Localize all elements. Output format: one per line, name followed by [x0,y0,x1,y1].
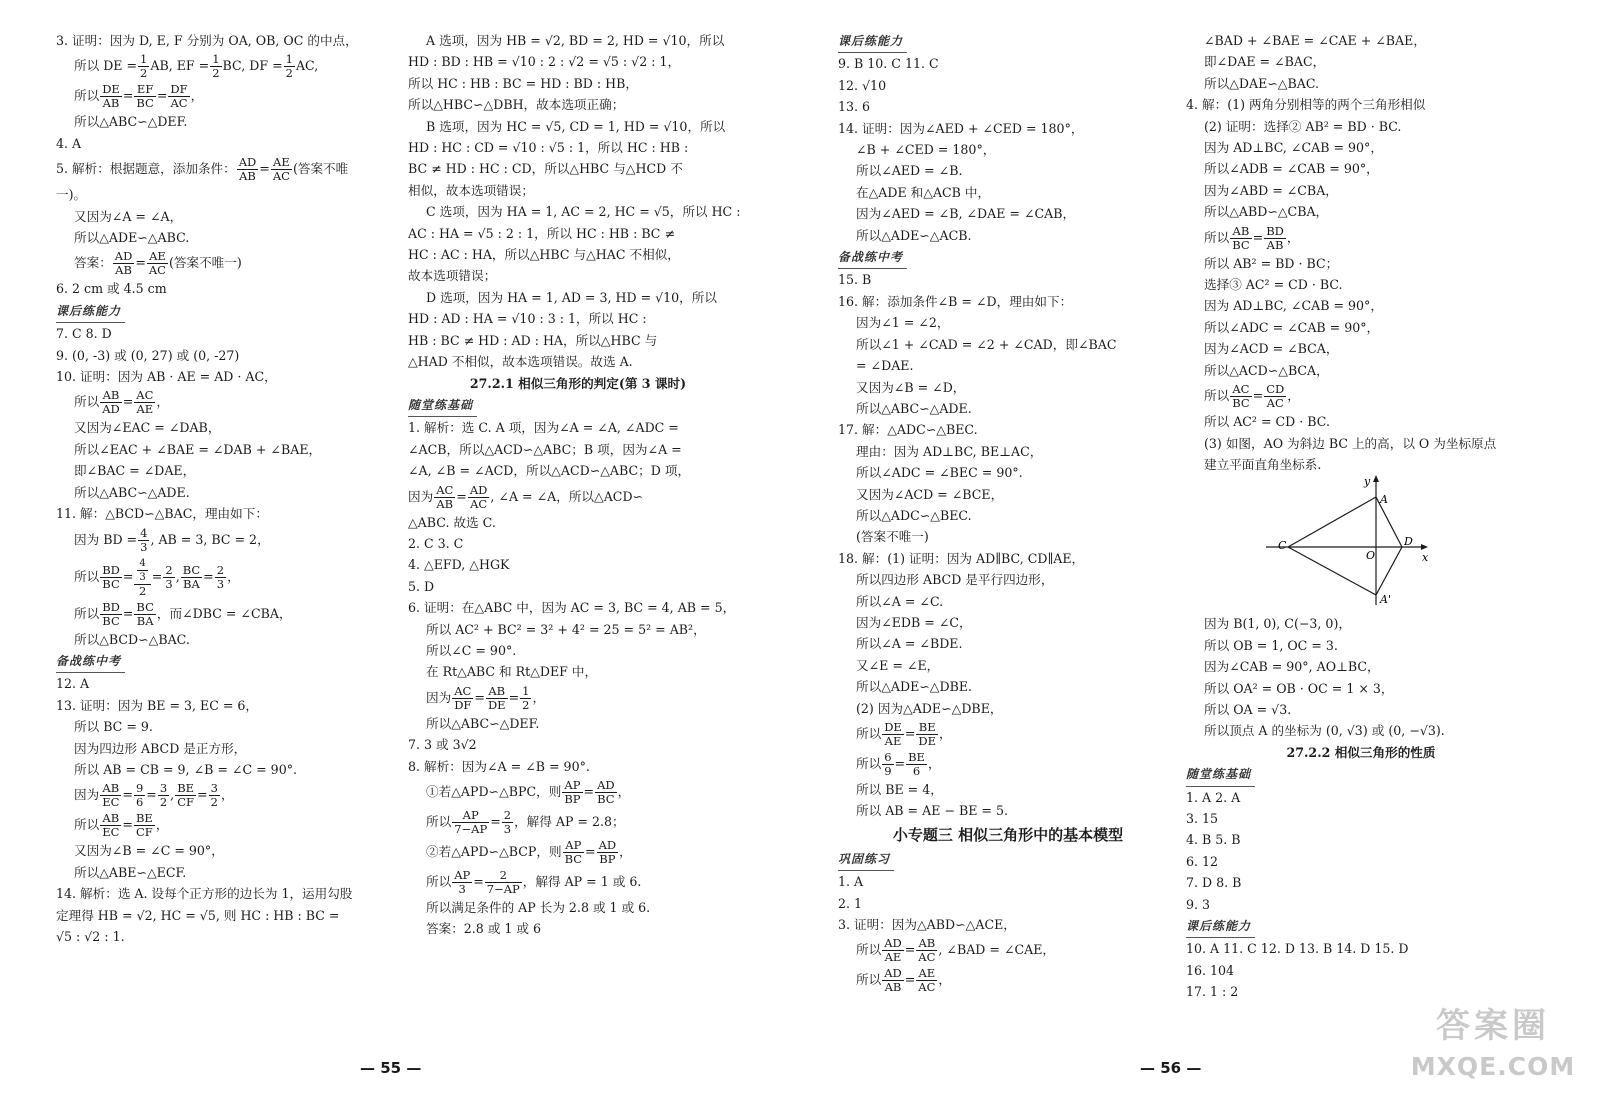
text-line: A 选项，因为 HB = √2, BD = 2, HD = √10，所以 [426,33,725,48]
text-line: 3. 证明：因为 D, E, F 分别为 OA, OB, OC 的中点， [56,33,358,48]
text-line: 所以△ABC∽△ADE. [74,484,190,500]
text-line: 因为 AD⊥BC, ∠CAB = 90°， [1204,298,1383,314]
text-line: 所以 BC = 9. [74,719,153,735]
text-line: 所以△ADC∽△BEC. [856,507,972,523]
text-line: 所以 AB = CB = 9, ∠B = ∠C = 90°. [74,761,298,777]
page-number-right: — 56 — [1140,1059,1202,1077]
watermark-text: 答案圈 [1436,1006,1550,1046]
column-1 [56,30,396,947]
text-line: AC : HA = √5 : 2 : 1，所以 HC : HB : BC ≠ [408,225,675,241]
label-y: y [1364,475,1371,489]
section-header: 课后练能力 [56,300,396,323]
text-line: 所以 $\frac{AP}{7-AP}$ = $\frac{2}{3}$ ，解得 AP = 2.8； [426,808,625,836]
text-line: 所以 $\frac{6}{9}$ = $\frac{BE}{6}$ ， [856,750,941,778]
text-line: 8. 解析：因为∠A = ∠B = 90°. [408,758,590,774]
text-line: 1. A [838,874,864,890]
text-line: 所以 $\frac{BD}{BC}$ = $\frac{BC}{BA}$ ，而∠DBC = ∠CBA， [74,599,292,628]
text-line: 所以△DAE∽△BAC. [1204,75,1320,91]
text-line: ∠A, ∠B = ∠ACD，所以△ACD∽△ABC；D 项， [408,463,691,479]
text-line: 4. B 5. B [1186,832,1241,848]
text-line: 因为∠ACD = ∠BCA， [1204,341,1339,357]
text-line: (2) 因为△ADE∽△DBE， [856,700,1003,716]
text-line: 所以顶点 A 的坐标为 (0, √3) 或 (0, −√3). [1204,723,1445,739]
text-line: 11. 解：△BCD∽△BAC，理由如下： [56,506,268,522]
text-line: 所以△ABC∽△DEF. [74,114,188,130]
text-line: 又因为∠EAC = ∠DAB， [74,420,221,436]
text-line: 3. 证明：因为△ABD∽△ACE， [838,917,1016,933]
section-header: 备战练中考 [838,246,1178,269]
text-line: 所以△HBC∽△DBH，故本选项正确； [408,97,625,113]
text-line: 10. 证明：因为 AB · AE = AD · AC， [56,369,277,385]
text-line: 因为四边形 ABCD 是正方形， [74,740,247,756]
text-line: 定理得 HB = √2, HC = √5, 则 HC : HB : BC = [56,907,340,923]
text-line: △ABC. 故选 C. [408,514,496,530]
text-line: 5. 解析：根据题意，添加条件： $\frac{AD}{AB}$ = $\frac{AE}{AC}$ (答案不唯 [56,155,349,184]
text-line: 所以四边形 ABCD 是平行四边形， [856,572,1054,588]
text-line: BC ≠ HD : HC : CD，所以△HBC 与△HCD 不 [408,161,683,177]
text-line: 所以 OA² = OB · OC = 1 × 3， [1204,680,1394,696]
text-line: 18. 解：(1) 证明：因为 AD∥BC, CD∥AE， [838,550,1085,566]
text-line: ∠ACB，所以△ACD∽△ABC；B 项，因为∠A = [408,441,682,457]
text-line: HB : BC ≠ HD : AD : HA，所以△HBC 与 [408,332,658,348]
text-line: 又因为∠A = ∠A， [74,208,183,224]
text-line: C 选项，因为 HA = 1, AC = 2, HC = √5，所以 HC : [426,204,741,220]
text-line: 所以 $\frac{AD}{AE}$ = $\frac{AB}{AC}$ , ∠BAD = ∠CAE， [856,936,1056,965]
section-title: 27.2.2 相似三角形的性质 [1286,744,1436,760]
text-line: 所以满足条件的 AP 长为 2.8 或 1 或 6. [426,900,651,915]
text-line: 2. C 3. C [408,535,464,551]
text-line: 9. (0, -3) 或 (0, 27) 或 (0, -27) [56,347,240,363]
text-line: 5. D [408,578,435,594]
text-line: D 选项，因为 HA = 1, AD = 3, HD = √10，所以 [426,289,717,305]
text-line: 因为 $\frac{AC}{AB}$ = $\frac{AD}{AC}$ , ∠A = ∠A，所以△ACD∽ [408,482,644,511]
text-line: 即∠DAE = ∠BAC， [1204,54,1326,70]
text-line: 所以△ABE∽△ECF. [74,864,187,880]
text-line: 所以∠ADC = ∠BEC = 90°. [856,465,1023,481]
text-line: (2) 证明：选择② AB² = BD · BC. [1204,118,1402,134]
segment-a2d [1376,547,1402,595]
text-line: 因为 $\frac{AB}{EC}$ = $\frac{9}{6}$ = $\frac{3}{2}$ , $\frac{BE}{CF}$ = $\frac{3}{2}$ ， [74,781,234,810]
text-line: 所以∠C = 90°. [426,642,517,658]
column-2 [408,30,748,940]
text-line: 7. C 8. D [56,326,112,342]
text-line: 所以∠A = ∠BDE. [856,636,963,652]
text-line: 17. 1 : 2 [1186,984,1239,1000]
text-line: 所以 AC² = CD · BC. [1204,414,1330,430]
text-line: 所以 $\frac{AB}{AD}$ = $\frac{AC}{AE}$ ， [74,388,169,417]
text-line: 因为 $\frac{AC}{DF}$ = $\frac{AB}{DE}$ = $\frac{1}{2}$ ， [426,683,546,712]
text-line: 所以 HC : HB : BC = HD : BD : HB， [408,75,638,91]
text-line: HD : HC : CD = √10 : √5 : 1，所以 HC : HB : [408,140,689,156]
text-line: 所以△ADE∽△ABC. [74,230,190,246]
text-line: 3. 15 [1186,810,1219,826]
text-line: 因为 B(1, 0), C(−3, 0)， [1204,616,1351,632]
section-title: 27.2.1 相似三角形的判定(第 3 课时) [469,375,687,391]
text-line: 所以 $\frac{DE}{AB}$ = $\frac{EF}{BC}$ = $\frac{DF}{AC}$ ， [74,82,204,111]
text-line: 4. 解：(1) 两角分别相等的两个三角形相似 [1186,97,1426,113]
text-line: 所以∠AED = ∠B. [856,163,963,179]
text-line: 15. B [838,272,872,288]
text-line: 所以∠EAC + ∠BAE = ∠DAB + ∠BAE， [74,441,322,457]
text-line: 又因为∠ACD = ∠BCE， [856,486,1004,502]
y-arrow-icon [1373,475,1379,482]
text-line: 所以 AB² = BD · BC； [1204,255,1339,271]
text-line: 所以 $\frac{AB}{EC}$ = $\frac{BE}{CF}$ ， [74,811,169,840]
text-line: 答案：2.8 或 1 或 6 [426,921,542,937]
text-line: √5 : √2 : 1. [56,928,125,944]
text-line: 9. B 10. C 11. C [838,56,939,72]
text-line: ∠BAD + ∠BAE = ∠CAE + ∠BAE， [1204,33,1426,48]
text-line: 所以 OA = √3. [1204,701,1292,717]
segment-ca2 [1288,547,1376,595]
text-line: 答案： $\frac{AD}{AB}$ = $\frac{AE}{AC}$ (答案不唯一) [74,249,242,278]
text-line: HC : AC : HA，所以△HBC 与△HAC 不相似， [408,247,680,263]
text-line: 所以△ADE∽△ACB. [856,227,972,243]
text-line: 因为∠CAB = 90°, AO⊥BC， [1204,659,1380,675]
text-line: 选择③ AC² = CD · BC. [1204,277,1343,293]
text-line: 所以 $\frac{AD}{AB}$ = $\frac{AE}{AC}$ ， [856,966,951,995]
text-line: 10. A 11. C 12. D 13. B 14. D 15. D [1186,941,1409,957]
diagram-svg [1186,475,1536,613]
text-line: 14. 解析：选 A. 设每个正方形的边长为 1，运用勾股 [56,886,353,902]
text-line: 17. 解：△ADC∽△BEC. [838,422,978,438]
text-line: 相似，故本选项错误； [408,182,534,198]
text-line: 一)。 [56,187,87,203]
text-line: 所以∠1 + ∠CAD = ∠2 + ∠CAD，即∠BAC [856,336,1117,352]
text-line: 建立平面直角坐标系. [1204,456,1322,472]
text-line: 所以△ADE∽△DBE. [856,679,973,695]
section-header: 课后练能力 [1186,915,1536,938]
text-line: 即∠BAC = ∠DAE， [74,463,196,479]
text-line: 所以 $\frac{BD}{BC}$ = $\frac{\frac{4}{3}}{2}$ = $\frac{2}{3}$ , $\frac{BC}{BA}$ = $\frac{2}{3}$ ， [74,557,240,598]
text-line: 因为∠AED = ∠B, ∠DAE = ∠CAB， [856,206,1076,222]
text-line: 2. 1 [838,895,863,911]
text-line: ∠B + ∠CED = 180°， [856,142,996,158]
text-line: 7. D 8. B [1186,875,1242,891]
text-line: 14. 证明：因为∠AED + ∠CED = 180°， [838,120,1084,136]
label-c: C [1278,539,1287,553]
text-line: 所以△ACD∽△BCA， [1204,362,1329,378]
text-line: 9. 3 [1186,896,1211,912]
watermark-logo [1398,1003,1588,1097]
text-line: 13. 6 [838,99,871,115]
text-line: 12. √10 [838,77,887,93]
text-line: 又∠E = ∠E， [856,657,940,673]
text-line: 所以△BCD∽△BAC. [74,631,190,647]
text-line: 所以 DE = $\frac{1}{2}$ AB, EF = $\frac{1}{2}$ BC, DF = $\frac{1}{2}$ AC, [74,52,319,81]
text-line: 因为 BD = $\frac{4}{3}$ , AB = 3, BC = 2， [74,525,270,554]
text-line: 因为∠1 = ∠2， [856,315,950,331]
section-header: 随堂练基础 [408,394,748,417]
text-line: 在 Rt△ABC 和 Rt△DEF 中， [426,664,598,680]
text-line: HD : BD : HB = √10 : 2 : √2 = √5 : √2 : 1， [408,54,681,70]
label-d: D [1404,535,1413,549]
text-line: 6. 12 [1186,853,1219,869]
text-line: 所以∠ADC = ∠CAB = 90°， [1204,319,1380,335]
text-line: 所以△ABC∽△ADE. [856,400,972,416]
text-line: 7. 3 或 3√2 [408,737,477,753]
text-line: 又因为∠B = ∠C = 90°， [74,843,224,859]
coordinate-diagram [1186,475,1536,613]
text-line: 所以△ABC∽△DEF. [426,715,540,731]
text-line: 13. 证明：因为 BE = 3, EC = 6， [56,697,259,713]
watermark-url: MXQE.COM [1410,1052,1576,1081]
text-line: 在△ADE 和△ACB 中， [856,184,991,200]
text-line: 故本选项错误； [408,268,497,284]
section-header: 随堂练基础 [1186,763,1536,786]
text-line: = ∠DAE. [856,358,914,374]
text-line: ②若△APD∽△BCP，则 $\frac{AP}{BC}$ = $\frac{AD}{BP}$ ， [426,838,632,866]
page-number-left: — 55 — [360,1059,422,1077]
text-line: 所以 $\frac{AB}{BC}$ = $\frac{BD}{AB}$ ， [1204,223,1300,252]
text-line: 因为 AD⊥BC, ∠CAB = 90°， [1204,140,1383,156]
text-line: ①若△APD∽△BPC，则 $\frac{AP}{BP}$ = $\frac{AD}{BC}$ ， [426,778,631,806]
text-line: 1. A 2. A [1186,789,1241,805]
text-line: 又因为∠B = ∠D， [856,379,966,395]
text-line: (答案不唯一) [856,529,929,545]
section-title: 小专题三 相似三角形中的基本模型 [892,825,1124,844]
text-line: 所以 BE = 4， [856,782,943,797]
label-x: x [1422,551,1429,565]
text-line: 所以 $\frac{DE}{AE}$ = $\frac{BE}{DE}$ ， [856,720,952,748]
text-line: △HAD 不相似，故本选项错误。故选 A. [408,354,633,370]
text-line: 16. 解：添加条件∠B = ∠D，理由如下： [838,293,1073,309]
text-line: 所以 AC² + BC² = 3² + 4² = 25 = 5² = AB²， [426,621,706,637]
text-line: 所以 $\frac{AC}{BC}$ = $\frac{CD}{AC}$ ， [1204,382,1300,411]
text-line: 1. 解析：选 C. A 项，因为∠A = ∠A, ∠ADC = [408,420,679,436]
text-line: 所以 $\frac{AP}{3}$ = $\frac{2}{7-AP}$ ，解得 AP = 1 或 6. [426,868,642,896]
section-header: 课后练能力 [838,30,1178,53]
section-header: 巩固练习 [838,848,1178,871]
text-line: 6. 2 cm 或 4.5 cm [56,281,167,297]
text-line: 4. △EFD, △HGK [408,557,510,573]
column-3 [838,30,1178,995]
label-a-prime: A' [1380,593,1391,607]
text-line: 因为∠ABD = ∠CBA， [1204,182,1338,198]
column-4 [1186,30,1536,1003]
text-line: 6. 证明：在△ABC 中，因为 AC = 3, BC = 4, AB = 5， [408,600,736,616]
x-arrow-icon [1421,544,1428,550]
text-line: 所以∠A = ∠C. [856,593,944,609]
text-line: B 选项，因为 HC = √5, CD = 1, HD = √10，所以 [426,118,726,134]
label-o: O [1366,549,1376,563]
text-line: 所以 AB = AE − BE = 5. [856,803,1008,819]
label-a: A [1380,493,1388,507]
text-line: 12. A [56,676,90,692]
text-line: 16. 104 [1186,962,1235,978]
section-header: 备战练中考 [56,650,396,673]
text-line: HD : AD : HA = √10 : 3 : 1，所以 HC : [408,311,647,327]
text-line: 所以△ABD∽△CBA， [1204,204,1329,220]
text-line: 理由：因为 AD⊥BC, BE⊥AC， [856,443,1043,459]
text-line: (3) 如图，AO 为斜边 BC 上的高，以 O 为坐标原点 [1204,435,1497,451]
text-line: 因为∠EDB = ∠C， [856,614,972,630]
text-line: 所以 OB = 1, OC = 3. [1204,637,1338,653]
text-line: 4. A [56,135,82,151]
segment-ca [1288,497,1376,547]
text-line: 所以∠ADB = ∠CAB = 90°， [1204,161,1379,177]
